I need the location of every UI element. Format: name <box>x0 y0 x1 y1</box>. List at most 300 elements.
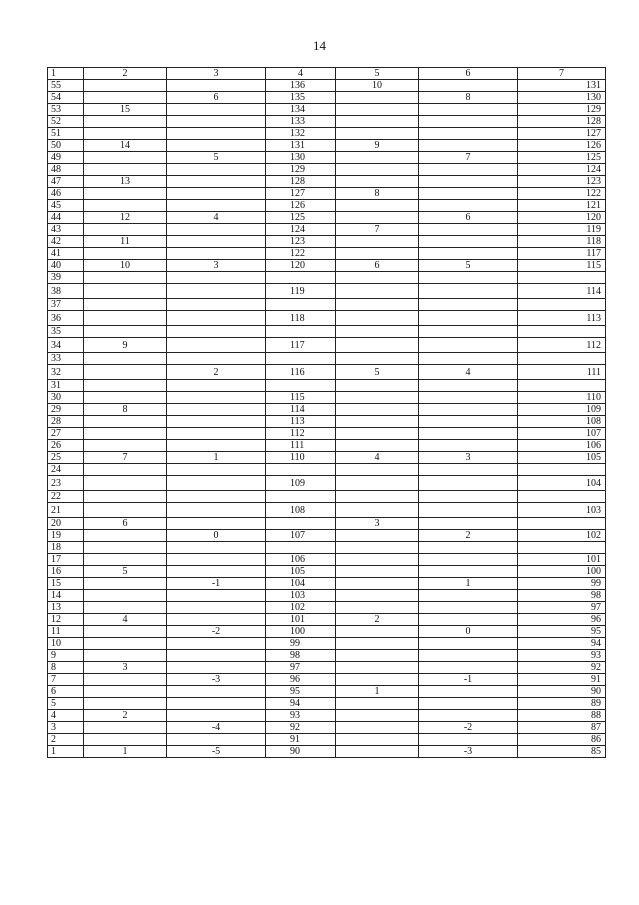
table-row <box>48 224 606 236</box>
table-cell <box>419 116 518 128</box>
table-cell: 5 <box>48 698 84 710</box>
table-cell <box>167 590 266 602</box>
table-cell: 36 <box>48 311 84 326</box>
table-cell: 55 <box>48 80 84 92</box>
table-cell <box>336 638 419 650</box>
table-cell: 110 <box>518 392 606 404</box>
column-header: 7 <box>518 68 606 80</box>
table-cell <box>167 698 266 710</box>
table-cell <box>167 404 266 416</box>
table-cell <box>266 299 336 311</box>
table-cell: 19 <box>48 530 84 542</box>
table-cell <box>167 140 266 152</box>
table-cell: 5 <box>336 365 419 380</box>
table-cell: 102 <box>266 602 336 614</box>
table-row <box>48 299 606 311</box>
table-cell: -2 <box>419 722 518 734</box>
table-cell <box>419 554 518 566</box>
table-cell: 9 <box>84 338 167 353</box>
table-cell <box>84 248 167 260</box>
table-cell <box>336 272 419 284</box>
table-cell: 105 <box>266 566 336 578</box>
table-row <box>48 626 606 638</box>
table-row <box>48 440 606 452</box>
table-row <box>48 260 606 272</box>
table-cell: 1 <box>167 452 266 464</box>
table-cell <box>336 650 419 662</box>
table-cell: 8 <box>336 188 419 200</box>
table-cell <box>419 491 518 503</box>
table-cell: 32 <box>48 365 84 380</box>
table-cell <box>336 164 419 176</box>
table-cell: 3 <box>48 722 84 734</box>
table-cell: 93 <box>518 650 606 662</box>
table-cell <box>336 380 419 392</box>
table-row <box>48 710 606 722</box>
table-cell <box>84 311 167 326</box>
table-cell <box>336 698 419 710</box>
table-cell <box>167 602 266 614</box>
table-cell: 109 <box>266 476 336 491</box>
table-row <box>48 272 606 284</box>
table-cell: -3 <box>167 674 266 686</box>
table-cell <box>419 236 518 248</box>
table-cell <box>419 380 518 392</box>
table-cell: 90 <box>518 686 606 698</box>
table-cell: 51 <box>48 128 84 140</box>
table-row <box>48 176 606 188</box>
table-cell <box>167 503 266 518</box>
table-cell <box>84 353 167 365</box>
table-cell: -4 <box>167 722 266 734</box>
table-row <box>48 464 606 476</box>
table-cell <box>167 710 266 722</box>
table-row <box>48 416 606 428</box>
table-cell <box>419 284 518 299</box>
table-row <box>48 200 606 212</box>
table-cell <box>167 554 266 566</box>
score-table <box>47 67 606 758</box>
table-cell: 97 <box>518 602 606 614</box>
score-table-body <box>48 68 606 758</box>
table-cell <box>336 476 419 491</box>
table-cell <box>419 224 518 236</box>
table-cell: 127 <box>266 188 336 200</box>
table-row <box>48 566 606 578</box>
table-cell <box>84 299 167 311</box>
table-row <box>48 311 606 326</box>
table-header-row <box>48 68 606 80</box>
table-cell <box>336 722 419 734</box>
table-cell: 109 <box>518 404 606 416</box>
table-cell <box>84 542 167 554</box>
table-cell <box>336 236 419 248</box>
table-cell: 101 <box>266 614 336 626</box>
table-cell: 37 <box>48 299 84 311</box>
table-row <box>48 392 606 404</box>
table-cell: 114 <box>518 284 606 299</box>
table-row <box>48 578 606 590</box>
table-cell <box>419 428 518 440</box>
table-cell <box>518 299 606 311</box>
table-cell: 4 <box>48 710 84 722</box>
table-cell: 4 <box>336 452 419 464</box>
table-cell <box>167 128 266 140</box>
table-cell <box>167 686 266 698</box>
table-cell: 100 <box>518 566 606 578</box>
table-cell <box>336 566 419 578</box>
table-cell <box>167 518 266 530</box>
table-cell: 6 <box>167 92 266 104</box>
table-cell: 135 <box>266 92 336 104</box>
table-cell <box>419 734 518 746</box>
table-cell: 129 <box>266 164 336 176</box>
table-cell <box>84 92 167 104</box>
table-cell: 30 <box>48 392 84 404</box>
table-cell <box>336 212 419 224</box>
table-cell: -3 <box>419 746 518 758</box>
table-cell: 34 <box>48 338 84 353</box>
table-cell: 22 <box>48 491 84 503</box>
table-cell: 2 <box>84 710 167 722</box>
table-cell: 92 <box>518 662 606 674</box>
table-row <box>48 116 606 128</box>
table-cell <box>336 491 419 503</box>
table-cell <box>84 578 167 590</box>
table-row <box>48 638 606 650</box>
table-cell: 121 <box>518 200 606 212</box>
table-cell <box>167 326 266 338</box>
table-cell: 7 <box>84 452 167 464</box>
table-cell <box>84 590 167 602</box>
table-cell: 95 <box>518 626 606 638</box>
table-cell: 12 <box>84 212 167 224</box>
table-cell: 131 <box>266 140 336 152</box>
table-row <box>48 248 606 260</box>
table-cell <box>419 602 518 614</box>
table-cell: 91 <box>518 674 606 686</box>
table-row <box>48 602 606 614</box>
table-cell <box>336 542 419 554</box>
table-cell: 99 <box>518 578 606 590</box>
table-cell: 134 <box>266 104 336 116</box>
table-cell: 7 <box>336 224 419 236</box>
table-cell: 96 <box>518 614 606 626</box>
table-cell: 126 <box>266 200 336 212</box>
table-cell <box>419 464 518 476</box>
table-row <box>48 365 606 380</box>
table-cell: 40 <box>48 260 84 272</box>
table-cell <box>84 152 167 164</box>
table-cell <box>84 554 167 566</box>
table-cell <box>84 284 167 299</box>
table-cell <box>419 80 518 92</box>
table-row <box>48 746 606 758</box>
table-cell: 124 <box>266 224 336 236</box>
table-cell <box>336 326 419 338</box>
table-cell <box>167 353 266 365</box>
table-cell: 105 <box>518 452 606 464</box>
table-cell <box>419 140 518 152</box>
table-cell: 10 <box>84 260 167 272</box>
table-row <box>48 614 606 626</box>
table-cell <box>266 464 336 476</box>
table-cell <box>419 188 518 200</box>
table-cell <box>419 128 518 140</box>
table-cell <box>419 614 518 626</box>
table-row <box>48 92 606 104</box>
table-cell <box>84 722 167 734</box>
table-cell <box>167 440 266 452</box>
table-cell: -5 <box>167 746 266 758</box>
table-cell <box>336 104 419 116</box>
column-header: 4 <box>266 68 336 80</box>
table-cell: 39 <box>48 272 84 284</box>
table-cell: 18 <box>48 542 84 554</box>
table-cell: 115 <box>266 392 336 404</box>
table-cell <box>518 326 606 338</box>
table-cell <box>419 338 518 353</box>
table-row <box>48 650 606 662</box>
table-cell <box>84 188 167 200</box>
table-cell <box>336 248 419 260</box>
table-cell: 2 <box>419 530 518 542</box>
column-header: 6 <box>419 68 518 80</box>
table-cell <box>84 80 167 92</box>
table-row <box>48 380 606 392</box>
table-cell: 10 <box>48 638 84 650</box>
table-cell: 17 <box>48 554 84 566</box>
table-cell: 1 <box>48 746 84 758</box>
table-cell <box>419 638 518 650</box>
score-table-container <box>47 67 606 758</box>
table-cell: 100 <box>266 626 336 638</box>
table-cell <box>336 554 419 566</box>
table-row <box>48 428 606 440</box>
table-cell: 104 <box>266 578 336 590</box>
table-cell: 5 <box>419 260 518 272</box>
table-cell <box>84 365 167 380</box>
table-cell: 7 <box>48 674 84 686</box>
table-cell <box>336 503 419 518</box>
table-cell: 120 <box>266 260 336 272</box>
table-cell: 50 <box>48 140 84 152</box>
table-cell: 54 <box>48 92 84 104</box>
table-cell: 52 <box>48 116 84 128</box>
table-row <box>48 284 606 299</box>
table-cell: 0 <box>419 626 518 638</box>
table-cell <box>84 440 167 452</box>
table-cell: 11 <box>84 236 167 248</box>
table-row <box>48 686 606 698</box>
table-cell <box>419 311 518 326</box>
table-cell: 8 <box>84 404 167 416</box>
table-row <box>48 674 606 686</box>
table-cell: 1 <box>336 686 419 698</box>
table-row <box>48 140 606 152</box>
table-cell <box>167 416 266 428</box>
table-cell: 38 <box>48 284 84 299</box>
table-cell: 0 <box>167 530 266 542</box>
table-cell: 98 <box>266 650 336 662</box>
table-cell <box>336 353 419 365</box>
table-cell: 29 <box>48 404 84 416</box>
table-cell <box>518 542 606 554</box>
table-cell: -1 <box>167 578 266 590</box>
table-cell: 112 <box>518 338 606 353</box>
table-cell <box>336 176 419 188</box>
table-row <box>48 80 606 92</box>
table-cell <box>336 428 419 440</box>
table-row <box>48 503 606 518</box>
table-cell <box>419 476 518 491</box>
table-cell: 26 <box>48 440 84 452</box>
table-cell <box>419 440 518 452</box>
table-cell: 3 <box>167 260 266 272</box>
table-cell <box>336 590 419 602</box>
table-cell: 111 <box>266 440 336 452</box>
table-row <box>48 236 606 248</box>
table-row <box>48 338 606 353</box>
table-cell <box>84 686 167 698</box>
table-cell: 113 <box>518 311 606 326</box>
table-cell: 20 <box>48 518 84 530</box>
table-cell <box>266 326 336 338</box>
table-cell: 12 <box>48 614 84 626</box>
table-cell: 128 <box>518 116 606 128</box>
table-row <box>48 734 606 746</box>
table-cell: 4 <box>419 365 518 380</box>
table-cell: 25 <box>48 452 84 464</box>
table-row <box>48 590 606 602</box>
table-cell: 16 <box>48 566 84 578</box>
table-cell: 92 <box>266 722 336 734</box>
table-row <box>48 518 606 530</box>
table-cell <box>167 491 266 503</box>
table-row <box>48 326 606 338</box>
table-cell: 132 <box>266 128 336 140</box>
table-cell: 85 <box>518 746 606 758</box>
table-cell <box>84 164 167 176</box>
table-cell <box>336 710 419 722</box>
table-cell <box>84 428 167 440</box>
table-cell <box>167 164 266 176</box>
table-cell: -1 <box>419 674 518 686</box>
table-cell: 126 <box>518 140 606 152</box>
table-cell: 115 <box>518 260 606 272</box>
table-cell: 47 <box>48 176 84 188</box>
table-cell: 10 <box>336 80 419 92</box>
column-header: 2 <box>84 68 167 80</box>
table-cell: 94 <box>266 698 336 710</box>
table-cell <box>419 176 518 188</box>
table-cell <box>336 404 419 416</box>
table-cell: 2 <box>167 365 266 380</box>
table-cell: 95 <box>266 686 336 698</box>
table-cell <box>167 188 266 200</box>
table-cell: 42 <box>48 236 84 248</box>
table-cell: 45 <box>48 200 84 212</box>
table-cell <box>84 416 167 428</box>
table-cell <box>84 698 167 710</box>
table-cell <box>167 476 266 491</box>
table-cell <box>336 626 419 638</box>
table-cell <box>419 200 518 212</box>
table-cell <box>167 392 266 404</box>
table-cell <box>266 518 336 530</box>
table-cell <box>84 674 167 686</box>
column-header: 5 <box>336 68 419 80</box>
table-cell <box>84 200 167 212</box>
table-cell: 130 <box>266 152 336 164</box>
table-cell: 46 <box>48 188 84 200</box>
table-cell: 33 <box>48 353 84 365</box>
table-cell <box>167 80 266 92</box>
table-cell <box>336 734 419 746</box>
table-cell <box>84 734 167 746</box>
table-row <box>48 452 606 464</box>
table-cell <box>336 338 419 353</box>
table-row <box>48 104 606 116</box>
table-cell: 129 <box>518 104 606 116</box>
table-cell <box>266 542 336 554</box>
table-cell: 7 <box>419 152 518 164</box>
table-cell: 123 <box>266 236 336 248</box>
table-cell: 107 <box>518 428 606 440</box>
table-cell: 14 <box>84 140 167 152</box>
table-cell <box>266 272 336 284</box>
table-row <box>48 476 606 491</box>
table-cell <box>419 104 518 116</box>
table-cell: 86 <box>518 734 606 746</box>
table-cell <box>167 428 266 440</box>
table-cell: 23 <box>48 476 84 491</box>
table-cell <box>419 686 518 698</box>
table-cell: 28 <box>48 416 84 428</box>
table-cell: 122 <box>266 248 336 260</box>
table-cell <box>167 734 266 746</box>
table-cell <box>518 380 606 392</box>
table-cell <box>419 392 518 404</box>
table-cell: 97 <box>266 662 336 674</box>
table-cell <box>336 128 419 140</box>
table-cell <box>336 200 419 212</box>
table-cell: 1 <box>84 746 167 758</box>
table-cell <box>84 626 167 638</box>
table-cell: 9 <box>48 650 84 662</box>
table-cell: 96 <box>266 674 336 686</box>
table-cell: 5 <box>84 566 167 578</box>
table-cell <box>336 152 419 164</box>
table-cell: 127 <box>518 128 606 140</box>
table-cell <box>167 380 266 392</box>
table-cell <box>336 299 419 311</box>
table-cell <box>84 650 167 662</box>
table-cell <box>167 464 266 476</box>
table-cell <box>84 602 167 614</box>
table-cell: 5 <box>167 152 266 164</box>
table-cell <box>167 638 266 650</box>
table-row <box>48 530 606 542</box>
table-cell <box>84 380 167 392</box>
table-row <box>48 212 606 224</box>
table-cell: 9 <box>336 140 419 152</box>
table-cell <box>336 440 419 452</box>
table-cell <box>84 476 167 491</box>
table-cell <box>419 662 518 674</box>
table-cell: 101 <box>518 554 606 566</box>
table-cell <box>266 491 336 503</box>
